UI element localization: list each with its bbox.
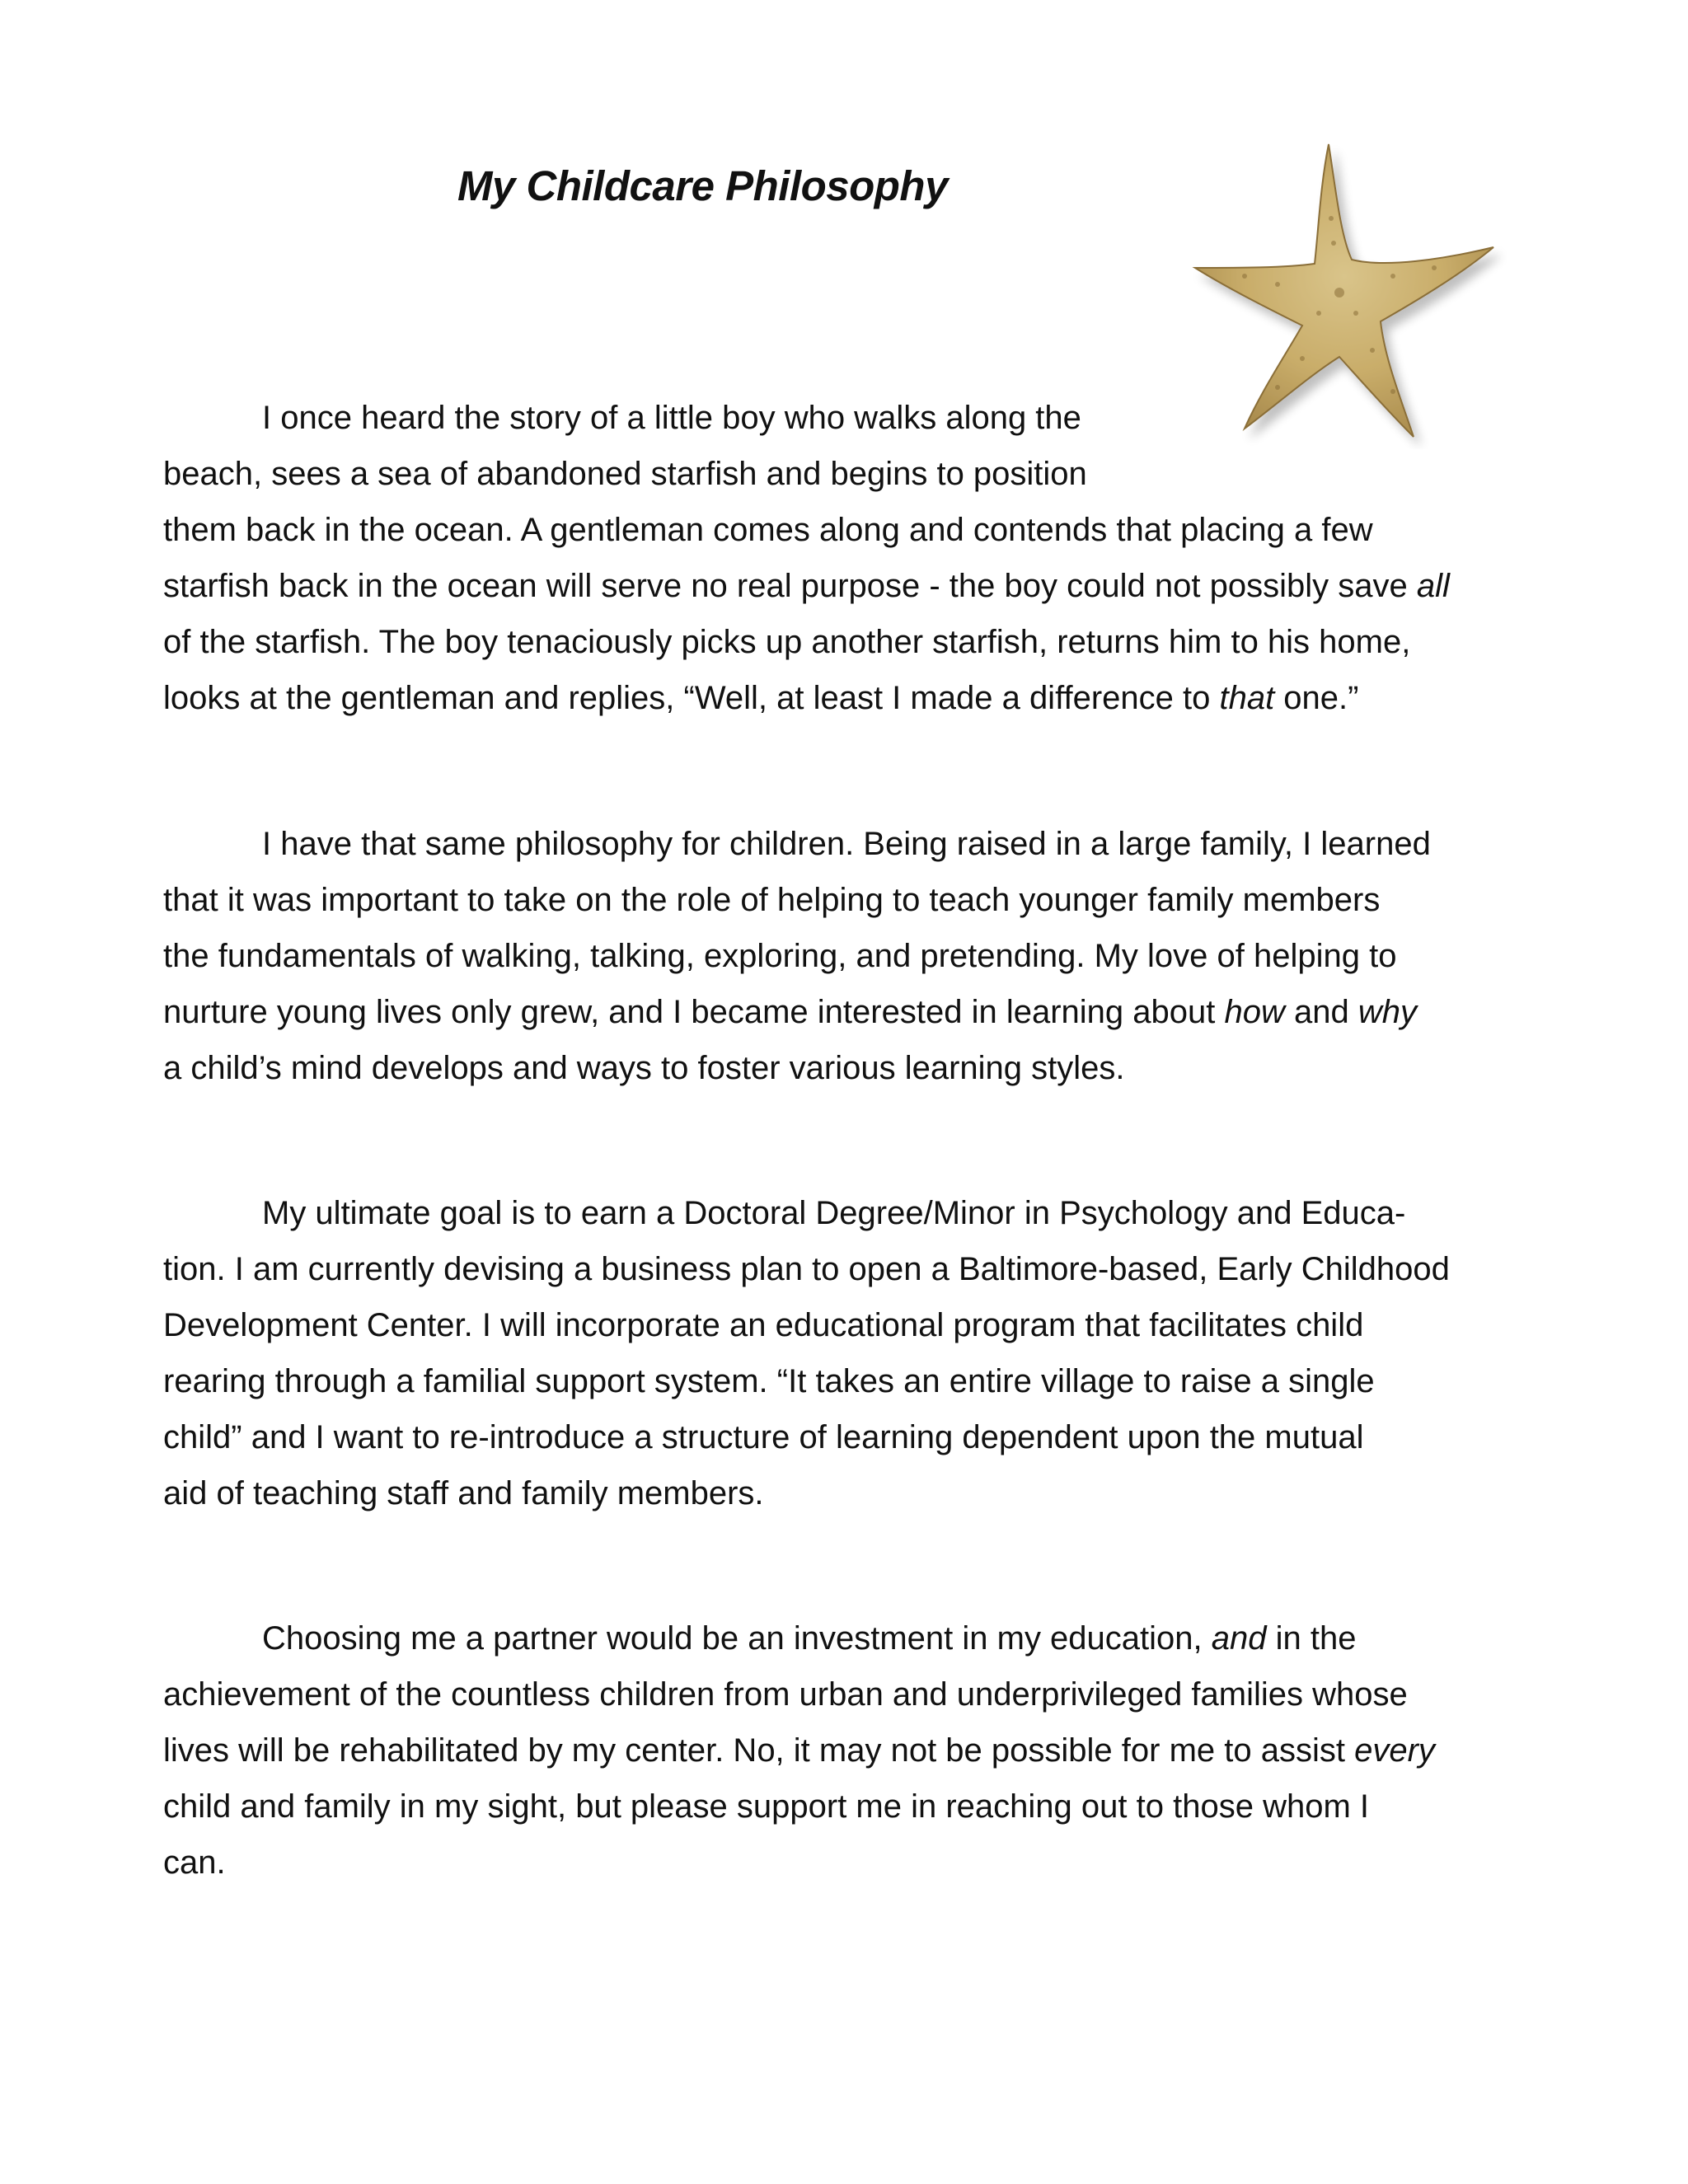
paragraph-line: achievement of the countless children from urban and underprivileged families whose — [163, 1676, 1408, 1713]
paragraph-line: Development Center. I will incorporate an educational program that facilitates child — [163, 1307, 1364, 1343]
paragraph-line: them back in the ocean. A gentleman comes along and contends that placing a few — [163, 512, 1373, 548]
paragraph-line: can. — [163, 1844, 226, 1881]
document-title: My Childcare Philosophy — [457, 162, 948, 209]
paragraph-line: that it was important to take on the role of helping to teach younger family members — [163, 882, 1381, 918]
paragraph-line: of the starfish. The boy tenaciously picks up another starfish, returns him to his home, — [163, 624, 1411, 660]
paragraph-line: looks at the gentleman and replies, “Well, at least I made a difference to that one.” — [163, 680, 1359, 716]
paragraph-2 — [163, 816, 1548, 1096]
paragraph-line: I once heard the story of a little boy who walks along the — [262, 400, 1081, 436]
emphasis-text: that — [1219, 680, 1275, 716]
emphasis-text: all — [1416, 568, 1450, 604]
paragraph-line: My ultimate goal is to earn a Doctoral Degree/Minor in Psychology and Educa- — [262, 1195, 1406, 1231]
paragraph-4 — [163, 1610, 1548, 1891]
paragraph-line: Choosing me a partner would be an investment in my education, and in the — [262, 1620, 1357, 1657]
paragraph-line: rearing through a familial support system. “It takes an entire village to raise a single — [163, 1363, 1375, 1399]
paragraph-line: child and family in my sight, but please support me in reaching out to those whom I — [163, 1788, 1369, 1825]
paragraph-1 — [163, 390, 1548, 726]
emphasis-text: why — [1357, 994, 1417, 1030]
emphasis-text: and — [1211, 1620, 1267, 1657]
paragraph-line: a child’s mind develops and ways to foster various learning styles. — [163, 1050, 1125, 1086]
emphasis-text: every — [1354, 1732, 1435, 1769]
paragraph-3 — [163, 1185, 1548, 1521]
paragraph-line: aid of teaching staff and family members. — [163, 1475, 764, 1511]
paragraph-line: beach, sees a sea of abandoned starfish and begins to position — [163, 456, 1087, 492]
emphasis-text: how — [1224, 994, 1285, 1030]
paragraph-line: I have that same philosophy for children. Being raised in a large family, I learned — [262, 826, 1431, 862]
paragraph-line: the fundamentals of walking, talking, exploring, and pretending. My love of helping to — [163, 938, 1397, 974]
paragraph-line: starfish back in the ocean will serve no real purpose - the boy could not possibly save all — [163, 568, 1450, 604]
paragraph-line: nurture young lives only grew, and I became interested in learning about how and why — [163, 994, 1417, 1030]
paragraph-line: child” and I want to re-introduce a structure of learning dependent upon the mutual — [163, 1419, 1364, 1455]
paragraph-line: lives will be rehabilitated by my center. No, it may not be possible for me to assist every — [163, 1732, 1435, 1769]
paragraph-line: tion. I am currently devising a business plan to open a Baltimore-based, Early Childhood — [163, 1251, 1450, 1287]
